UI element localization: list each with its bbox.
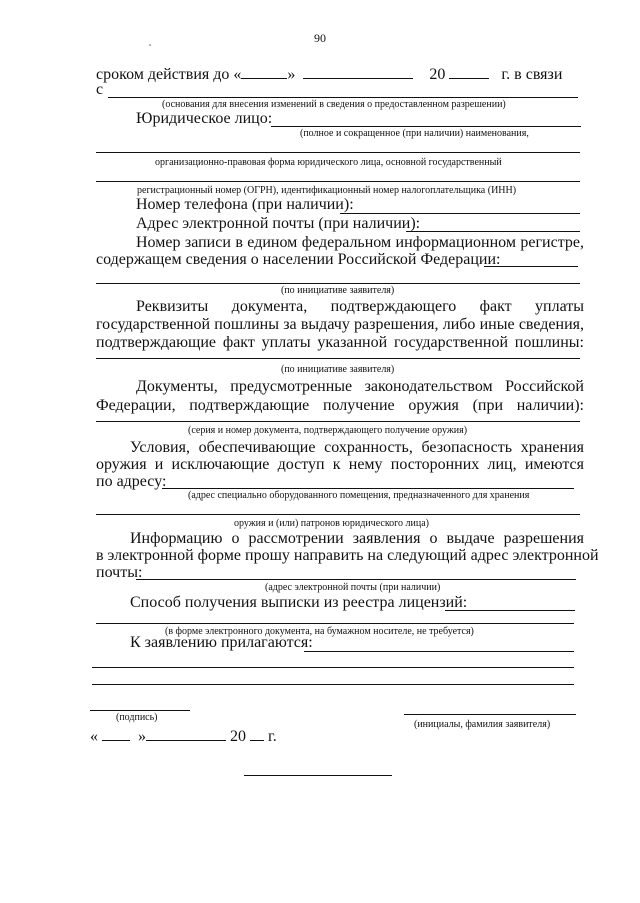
note-legal-form: организационно-правовая форма юридического лица, основной государственный bbox=[155, 157, 502, 168]
signature-label: (подпись) bbox=[116, 712, 158, 723]
date-month-blank[interactable] bbox=[146, 726, 226, 741]
date-year-suffix: г. bbox=[268, 728, 277, 745]
year-prefix: 20 bbox=[429, 66, 446, 83]
date-year-blank[interactable] bbox=[250, 726, 264, 741]
note-registration: регистрационный номер (ОГРН), идентификационный номер налогоплательщика (ИНН) bbox=[137, 185, 517, 196]
method-label: Способ получения выписки из реестра лицензий: bbox=[130, 594, 468, 611]
note-names: (полное и сокращенное (при наличии) наименования, bbox=[300, 128, 529, 139]
address-field[interactable] bbox=[162, 488, 574, 489]
date-day-blank[interactable] bbox=[102, 726, 130, 741]
register-field-2[interactable] bbox=[96, 283, 580, 284]
register-field[interactable] bbox=[484, 266, 578, 267]
reason-lead: г. в связи bbox=[501, 66, 563, 83]
note-email: (адрес электронной почты (при наличии) bbox=[265, 582, 441, 593]
email-field[interactable] bbox=[406, 231, 580, 232]
note-initiative-1: (по инициативе заявителя) bbox=[281, 285, 395, 296]
month-blank[interactable] bbox=[303, 64, 413, 79]
initials-label: (инициалы, фамилия заявителя) bbox=[414, 719, 551, 730]
documents-field[interactable] bbox=[96, 421, 580, 422]
attach-line bbox=[96, 634, 584, 652]
requisites-text-1: Реквизиты документа, подтверждающего факт уплаты bbox=[136, 298, 584, 315]
info-email-field[interactable] bbox=[136, 579, 576, 580]
registration-field[interactable] bbox=[96, 181, 580, 182]
register-text-2: содержащем сведения о населении Российской Федерации: bbox=[96, 251, 501, 268]
requisites-line-2 bbox=[96, 316, 584, 334]
signature-field[interactable] bbox=[90, 710, 190, 711]
year-blank[interactable] bbox=[449, 64, 489, 79]
requisites-text-2: государственной пошлины за выдачу разрешения, либо иные сведения, bbox=[96, 316, 584, 333]
register-line-1 bbox=[96, 234, 584, 252]
initials-field[interactable] bbox=[404, 714, 576, 715]
requisites-text-3: подтверждающие факт уплаты указанной государственной пошлины: bbox=[96, 334, 584, 351]
documents-text-2: Федерации, подтверждающие получение оружия (при наличии): bbox=[96, 397, 584, 414]
info-text-2: в электронной форме прошу направить на следующий адрес электронной bbox=[96, 547, 599, 564]
info-line-1 bbox=[96, 530, 584, 548]
date-quote-open: « bbox=[90, 728, 98, 745]
validity-quote: » bbox=[287, 66, 296, 83]
phone-line bbox=[96, 196, 584, 214]
documents-line-1 bbox=[96, 378, 584, 396]
method-field-2[interactable] bbox=[96, 623, 574, 624]
documents-line-2 bbox=[96, 397, 584, 415]
storage-field[interactable] bbox=[96, 514, 580, 515]
requisites-line-3 bbox=[96, 334, 584, 352]
note-storage: (адрес специально оборудованного помещения, предназначенного для хранения bbox=[188, 490, 530, 501]
info-text-1: Информацию о рассмотрении заявления о выдаче разрешения bbox=[130, 530, 584, 547]
documents-text-1: Документы, предусмотренные законодательством Российской bbox=[136, 378, 584, 395]
note-documents: (серия и номер документа, подтверждающего получение оружия) bbox=[188, 425, 468, 436]
conditions-text-2: оружия и исключающие доступ к нему посторонних лиц, имеются bbox=[96, 456, 584, 473]
attach-field-3[interactable] bbox=[92, 684, 574, 685]
note-initiative-2: (по инициативе заявителя) bbox=[281, 364, 395, 375]
note-reasons: (основания для внесения изменений в сведения о предоставленном разрешении) bbox=[162, 99, 506, 110]
conditions-line-1 bbox=[96, 439, 584, 457]
validity-text: сроком действия до « bbox=[96, 66, 242, 83]
day-blank[interactable] bbox=[241, 64, 287, 79]
note-storage-2: оружия и (или) патронов юридического лица) bbox=[234, 518, 429, 529]
phone-label: Номер телефона (при наличии): bbox=[136, 196, 354, 213]
scan-speck bbox=[149, 44, 151, 46]
info-line-2 bbox=[96, 547, 599, 565]
phone-field[interactable] bbox=[340, 213, 580, 214]
register-text-1: Номер записи в едином федеральном информационном регистре, bbox=[136, 234, 584, 251]
separator-line bbox=[244, 775, 392, 776]
conditions-text-3: по адресу: bbox=[96, 473, 167, 490]
attach-field-1[interactable] bbox=[304, 651, 574, 652]
date-quote-close: » bbox=[138, 728, 146, 745]
note-method: (в форме электронного документа, на бумажном носителе, не требуется) bbox=[165, 626, 474, 637]
conditions-line-2 bbox=[96, 456, 584, 474]
attach-label: К заявлению прилагаются: bbox=[130, 634, 313, 651]
legal-entity-label: Юридическое лицо: bbox=[136, 110, 273, 127]
method-field[interactable] bbox=[445, 610, 575, 611]
date-line bbox=[90, 726, 578, 746]
reason-field[interactable] bbox=[108, 97, 578, 98]
date-year-prefix: 20 bbox=[230, 728, 246, 745]
conditions-text-1: Условия, обеспечивающие сохранность, безопасность хранения bbox=[130, 439, 584, 456]
email-label: Адрес электронной почты (при наличии): bbox=[136, 215, 421, 232]
legal-form-field[interactable] bbox=[96, 152, 580, 153]
reason-prep: с bbox=[96, 81, 104, 98]
attach-field-2[interactable] bbox=[92, 667, 574, 668]
page-number: 90 bbox=[314, 31, 326, 45]
info-text-3: почты: bbox=[96, 564, 143, 581]
legal-entity-field[interactable] bbox=[271, 126, 581, 127]
requisites-line-1 bbox=[96, 298, 584, 316]
requisites-field[interactable] bbox=[96, 358, 580, 359]
